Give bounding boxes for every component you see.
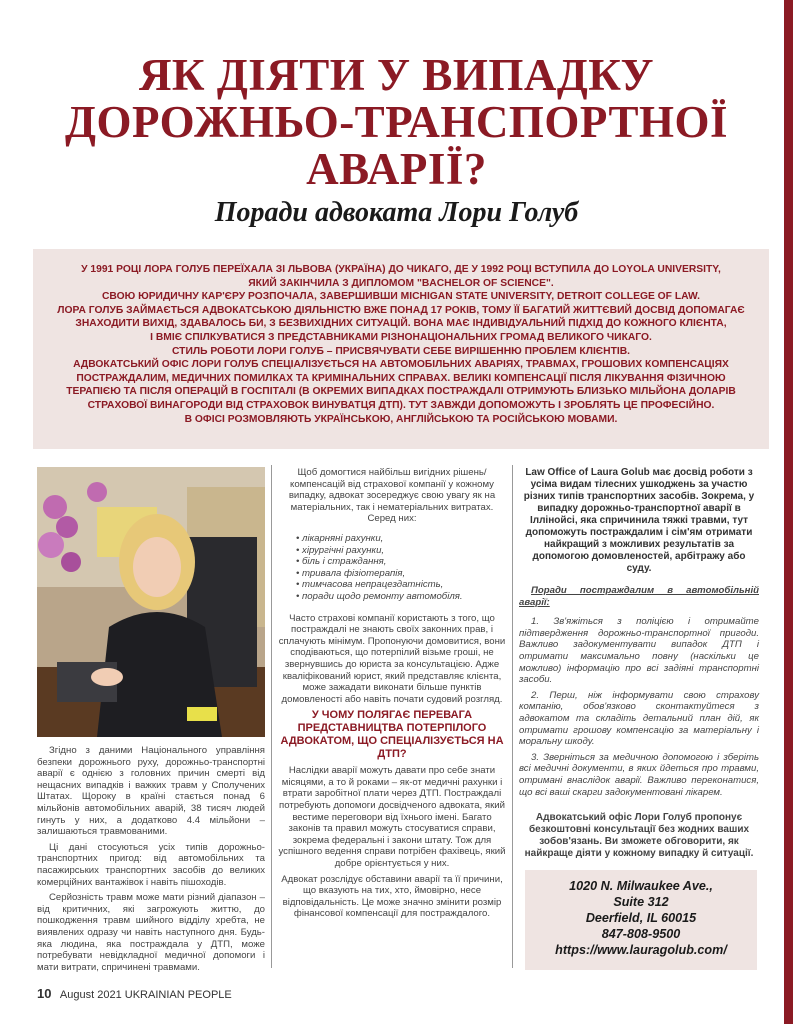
address-street: 1020 N. Milwaukee Ave., <box>569 879 713 893</box>
tips-heading: Поради постраждалим в автомобільній аварії: <box>519 585 759 608</box>
bio-line: АДВОКАТСЬКИЙ ОФІС ЛОРИ ГОЛУБ СПЕЦІАЛІЗУЄТЬСЯ НА АВТОМОБІЛЬНИХ АВАРІЯХ, ТРАВМАХ, ГРОШОВИХ КОМПЕНСАЦІЯХ <box>73 359 729 371</box>
closing-paragraph: Адвокатський офіс Лори Голуб пропонує безкоштовні консультації без жодних ваших зобов'язань. Ви зможете обговорити, як найкраще діяти у кожному випадку й ситуації. <box>524 812 754 860</box>
column-2 <box>278 467 506 924</box>
issue-date: August 2021 <box>59 989 122 1001</box>
paragraph: Часто страхові компанії користають з того, що постраждалі не знають своїх законних прав, і сплачують мінімум. Пропонуючи домовитися, вони сподіваються, що потерпілий візьме гроші, не звернувшись до юриста за консультацією. Адже кваліфікований юрист, який представляє клієнта, може зажадати виконати більше пунктів домовленості або навіть почати судовий розгляд. <box>278 612 506 705</box>
bio-line: СТРАХОВОЇ ВИНАГОРОДИ ВІД СТРАХОВОК ВИНУВАТЦЯ ДТП). ТУТ ЗАВЖДИ ДОПОМОЖУТЬ І ЗРОБЛЯТЬ ЦЕ ПРОФЕСІЙНО. <box>87 399 715 411</box>
paragraph: Наслідки аварії можуть давати про себе знати місяцями, а то й роками – як-от медичні рахунки і втрати заробітної плати через ДТП. Постраждалі потребують допомоги досвідченого адвоката, який вестиме переговори від їхнього імені. Багато законів та правил можуть стосуватися справи, зокрема федеральні і закони штату. Тож для успішного ведення справи потрібен фахівець, який добре орієнтується у них. <box>278 765 506 870</box>
article-subtitle: Поради адвоката Лори Голуб <box>214 197 579 228</box>
bio-line: І ВМІЄ СПІЛКУВАТИСЯ З ПРЕДСТАВНИКАМИ РІЗНОНАЦІОНАЛЬНИХ ГРОМАД ВЕЛИКОГО ЧИКАГО. <box>150 331 652 343</box>
address-suite: Suite 312 <box>613 895 669 909</box>
bio-line: ЛОРА ГОЛУБ ЗАЙМАЄТЬСЯ АДВОКАТСЬКОЮ ДІЯЛЬНІСТЮ ВЖЕ ПОНАД 17 РОКІВ, ТОМУ ЇЇ БАГАТИЙ ЖИТТЄВИЙ ДОСВІД ДОПОМАГАЄ <box>57 304 745 316</box>
phone-number: 847-808-9500 <box>601 927 681 941</box>
lawyer-portrait-illustration <box>37 467 265 737</box>
tip-item: 1. Зв'яжіться з поліцією і отримайте підтвердження дорожньо-транспортної пригоди. Важливо задокументувати випадок ДТП і отримати максимально повну (наскільки це можливо) інформацію про всі задіяні транспортні засоби. <box>519 616 759 686</box>
page-edge-bar <box>784 0 793 1024</box>
list-item: • поради щодо ремонту автомобіля. <box>296 591 506 603</box>
paragraph: Серйозність травм може мати різний діапазон – від критичних, які загрожують життю, до пошкодження травм шийного відділу хребта, не виявлених одразу чи навіть наступного дня. Будь-яка людина, яка постраждала у ДТП, може потребувати невідкладної медичної допомоги і мати витрати, спричинені травмами. <box>37 892 265 973</box>
paragraph: Ці дані стосуються усіх типів дорожньо-транспортних пригод: від автомобільних та пасажирських транспортних засобів до великих комерційних вантажівок і навіть пішоходів. <box>37 841 265 888</box>
page-footer <box>37 986 232 1001</box>
website-link[interactable]: https://www.lauragolub.com/ <box>555 943 727 957</box>
paragraph: Щоб домогтися найбільш вигідних рішень/компенсацій від страхової компанії у кожному випадку, адвокат зосереджує свою увагу як на матеріальних, так і нематеріальних витратах. Серед них: <box>288 467 496 525</box>
title-line-3: АВАРІЇ? <box>306 144 487 194</box>
column-3 <box>519 467 759 864</box>
bio-line: ЯКИЙ ЗАКІНЧИЛА З ДИПЛОМОМ "BACHELOR OF SCIENCE". <box>248 277 554 289</box>
article-title <box>20 52 773 193</box>
paragraph: Адвокат розслідує обставини аварії та її причини, що вказують на тих, хто, ймовірно, несе відповідальність. Це може значно змінити розмір фінансової компенсації для постраждалого. <box>281 873 503 920</box>
list-item: • лікарняні рахунки, <box>296 533 506 545</box>
bio-line: СТИЛЬ РОБОТИ ЛОРИ ГОЛУБ – ПРИСВЯЧУВАТИ СЕБЕ ВИРІШЕННЮ ПРОБЛЕМ КЛІЄНТІВ. <box>171 345 631 357</box>
list-item: • тимчасова непрацездатність, <box>296 579 506 591</box>
column-1-text <box>37 745 265 977</box>
magazine-name: UKRAINIAN PEOPLE <box>124 989 232 1001</box>
column-divider <box>512 465 513 968</box>
portrait-photo <box>37 467 265 737</box>
title-line-1: ЯК ДІЯТИ У ВИПАДКУ <box>138 50 655 100</box>
bio-box <box>33 249 769 449</box>
bio-line: ПОСТРАЖДАЛИМ, МЕДИЧНИХ ПОМИЛКАХ ТА КРИМІНАЛЬНИХ СПРАВАХ. ВЕЛИКІ КОМПЕНСАЦІЇ ПІСЛЯ ЛІКУВАННЯ ФІЗИЧНОЮ <box>76 372 726 384</box>
bio-line: В ОФІСІ РОЗМОВЛЯЮТЬ УКРАЇНСЬКОЮ, АНГЛІЙСЬКОЮ ТА РОСІЙСЬКОЮ МОВАМИ. <box>184 413 618 425</box>
tip-item: 2. Перш, ніж інформувати свою страхову компанію, обов'язково сконтактуйтеся з адвокатом та складіть детальний план дій, як отримати грошову компенсацію за матеріальну і моральну шкоду. <box>519 689 759 748</box>
section-heading: У ЧОМУ ПОЛЯГАЄ ПЕРЕВАГА ПРЕДСТАВНИЦТВА ПОТЕРПІЛОГО АДВОКАТОМ, ЩО СПЕЦІАЛІЗУЄТЬСЯ НА ДТП? <box>280 709 504 761</box>
title-line-2: ДОРОЖНЬО-ТРАНСПОРТНОЇ <box>65 97 728 147</box>
list-item: • хірургічні рахунки, <box>296 545 506 557</box>
column-divider <box>271 465 272 968</box>
bio-line: ЗНАХОДИТИ ВИХІД, ЗДАВАЛОСЬ БИ, З БЕЗВИХІДНИХ СИТУАЦІЙ. ВОНА МАЄ ІНДИВІДУАЛЬНИЙ ПІДХІД ДО КОЖНОГО КЛІЄНТА, <box>75 318 727 330</box>
contact-box <box>525 870 757 970</box>
lead-paragraph: Law Office of Laura Golub має досвід роботи з усіма видам тілесних ушкоджень за участю різних типів транспортних засобів. Зокрема, у випадку дорожньо-транспортної аварії в Іллінойсі, яка спричинила тяжкі травми, тут допоможуть постраждалим і сім'ям отримати найкращий з можливих результатів за допомогою домовленостей, арбітражу або суду. <box>523 467 755 574</box>
bio-line: У 1991 РОЦІ ЛОРА ГОЛУБ ПЕРЕЇХАЛА ЗІ ЛЬВОВА (УКРАЇНА) ДО ЧИКАГО, ДЕ У 1992 РОЦІ ВСТУПИЛА ДО LOYOLA UNIVERSITY, <box>81 264 721 275</box>
address-city: Deerfield, IL 60015 <box>585 911 697 925</box>
tip-item: 3. Зверніться за медичною допомогою і зберіть всі медичні документи, в яких йдеться про травми, отримані внаслідок аварії. Важливо переконатися, що всі ваші скарги задокументовані лікарем. <box>519 751 759 798</box>
page-number: 10 <box>37 986 52 1001</box>
list-item: • тривала фізіотерапія, <box>296 568 506 580</box>
list-item: • біль і страждання, <box>296 556 506 568</box>
paragraph: Згідно з даними Національного управління безпеки дорожнього руху, дорожньо-транспортні аварії є однією з головних причин смерті від нещасних випадків і важких травм у Сполучених Штатах. Щороку в країні стається понад 6 мільйонів автомобільних аварій, 38 тисяч людей гинуть у них, а додатково 4.4 мільйони – залишаються травмованими. <box>37 745 265 838</box>
expenses-list <box>296 533 506 603</box>
bio-line: ТЕРАПІЄЮ ТА ПІСЛЯ ОПЕРАЦІЙ В ГОСПІТАЛІ (В ОКРЕМИХ ВИПАДКАХ ПОСТРАЖДАЛІ ОТРИМУЮТЬ БЛИЗЬКО МІЛЬЙОНА ДОЛАРІВ <box>66 386 736 398</box>
bio-line: СВОЮ ЮРИДИЧНУ КАР'ЄРУ РОЗПОЧАЛА, ЗАВЕРШИВШИ MICHIGAN STATE UNIVERSITY, DETROIT COLLEGE OF LAW. <box>101 291 701 303</box>
